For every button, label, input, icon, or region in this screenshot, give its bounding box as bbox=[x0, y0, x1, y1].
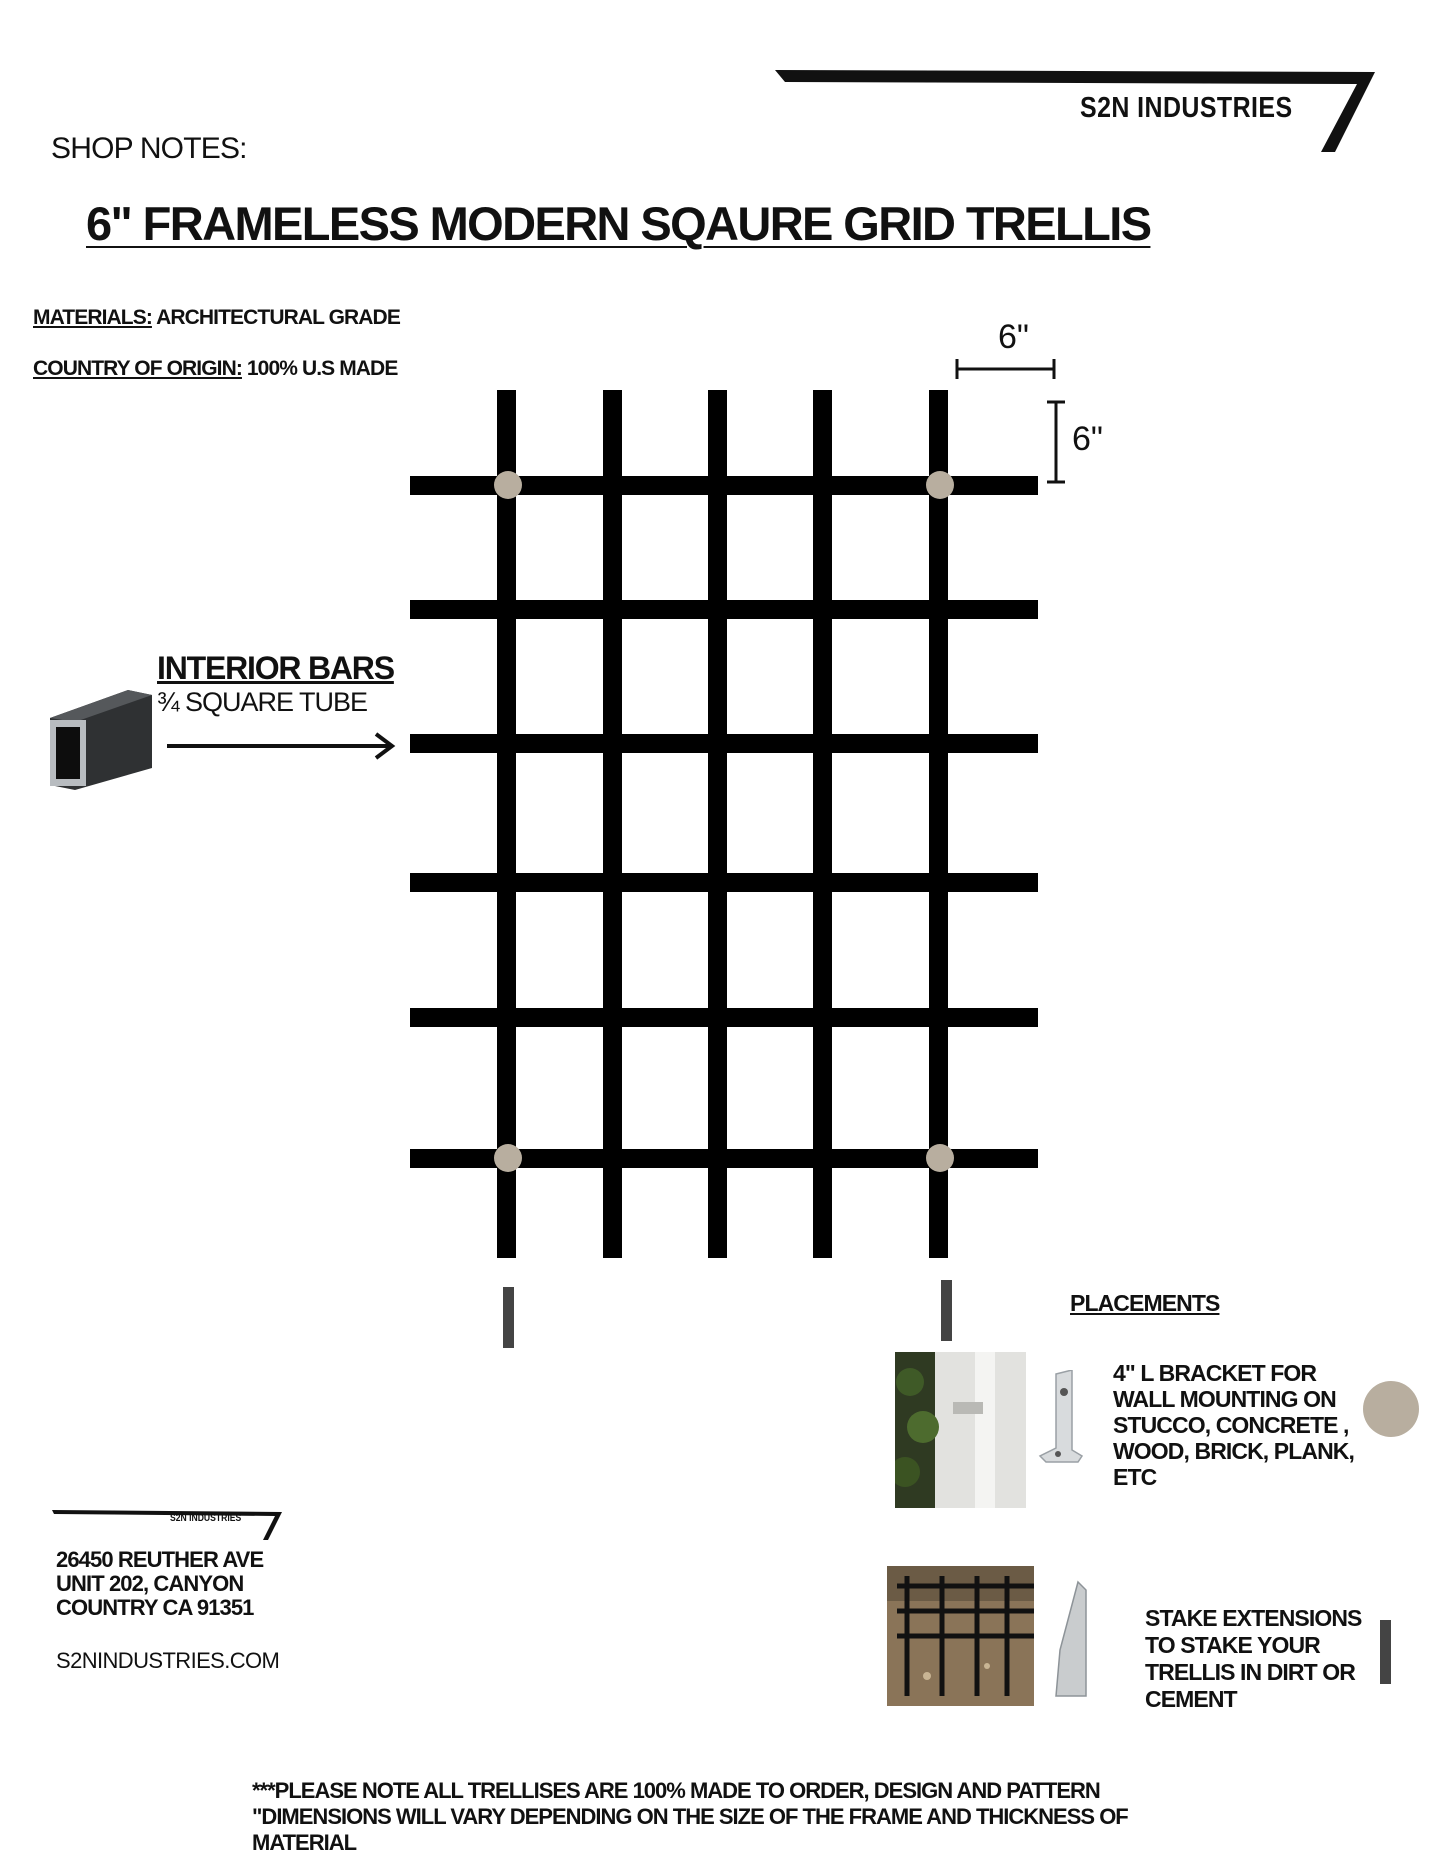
bracket-dot-legend bbox=[1363, 1381, 1419, 1437]
vertical-dimension-label: 6" bbox=[1072, 420, 1103, 458]
interior-bars-arrow bbox=[167, 734, 392, 758]
bracket-line: WALL MOUNTING ON bbox=[1113, 1386, 1336, 1412]
address-line: UNIT 202, CANYON bbox=[56, 1571, 244, 1596]
interior-bars-subtitle: ¾ SQUARE TUBE bbox=[157, 687, 368, 717]
vertical-bar bbox=[497, 390, 516, 1258]
stake-line: CEMENT bbox=[1145, 1686, 1237, 1712]
vertical-dimension-marker bbox=[1047, 402, 1065, 482]
stake-extension-icon bbox=[1052, 1580, 1092, 1700]
company-website: S2NINDUSTRIES.COM bbox=[56, 1648, 280, 1673]
horizontal-dimension-marker bbox=[957, 359, 1054, 379]
stake-mark bbox=[941, 1280, 952, 1341]
mount-dot bbox=[926, 471, 954, 499]
bracket-line: WOOD, BRICK, PLANK, bbox=[1113, 1438, 1354, 1464]
company-address bbox=[56, 1548, 263, 1620]
origin-value: 100% U.S MADE bbox=[241, 357, 398, 380]
vertical-bar bbox=[708, 390, 727, 1258]
stake-mark bbox=[503, 1287, 514, 1348]
horizontal-bar bbox=[410, 600, 1038, 619]
bracket-wall-photo bbox=[895, 1352, 1026, 1508]
mount-dot bbox=[494, 1144, 522, 1172]
origin-label: COUNTRY OF ORIGIN: bbox=[33, 357, 242, 380]
brand-name: S2N INDUSTRIES bbox=[1080, 92, 1293, 124]
page-title: 6" FRAMELESS MODERN SQAURE GRID TRELLIS bbox=[86, 197, 1151, 250]
placements-title: PLACEMENTS bbox=[1070, 1290, 1220, 1316]
made-to-order-note bbox=[252, 1778, 1128, 1856]
vertical-bar bbox=[813, 390, 832, 1258]
horizontal-dimension-label: 6" bbox=[998, 318, 1029, 356]
stake-line: STAKE EXTENSIONS bbox=[1145, 1605, 1362, 1631]
materials-label: MATERIALS: bbox=[33, 306, 152, 329]
bracket-line: 4" L BRACKET FOR bbox=[1113, 1360, 1317, 1386]
l-bracket-icon bbox=[1038, 1370, 1088, 1464]
mount-dot bbox=[494, 471, 522, 499]
shop-notes-label: SHOP NOTES: bbox=[51, 132, 247, 165]
interior-bars-title: INTERIOR BARS bbox=[157, 650, 394, 686]
stake-legend-mark bbox=[1380, 1620, 1391, 1684]
footer-brand-name: S2N INDUSTRIES bbox=[170, 1513, 242, 1524]
vertical-bars bbox=[497, 390, 948, 1258]
horizontal-bar bbox=[410, 1008, 1038, 1027]
stake-line: TRELLIS IN DIRT OR bbox=[1145, 1659, 1355, 1685]
note-line: MATERIAL bbox=[252, 1830, 357, 1855]
stake-description bbox=[1145, 1605, 1362, 1713]
horizontal-bar bbox=[410, 873, 1038, 892]
note-line: ***PLEASE NOTE ALL TRELLISES ARE 100% MADE TO ORDER, DESIGN AND PATTERN bbox=[252, 1778, 1100, 1803]
mount-dot bbox=[926, 1144, 954, 1172]
footer-logo bbox=[52, 1510, 282, 1540]
materials-value: ARCHITECTURAL GRADE bbox=[151, 306, 400, 329]
stake-line: TO STAKE YOUR bbox=[1145, 1632, 1320, 1658]
stake-trellis-photo bbox=[887, 1566, 1034, 1706]
horizontal-bar bbox=[410, 734, 1038, 753]
vertical-bar bbox=[929, 390, 948, 1258]
address-line: COUNTRY CA 91351 bbox=[56, 1595, 254, 1620]
bracket-description bbox=[1113, 1360, 1354, 1490]
note-line: "DIMENSIONS WILL VARY DEPENDING ON THE SIZE OF THE FRAME AND THICKNESS OF bbox=[252, 1804, 1128, 1829]
square-tube-image bbox=[50, 690, 152, 790]
address-line: 26450 REUTHER AVE bbox=[56, 1547, 264, 1572]
bracket-line: STUCCO, CONCRETE , bbox=[1113, 1412, 1349, 1438]
bracket-line: ETC bbox=[1113, 1464, 1157, 1490]
vertical-bar bbox=[603, 390, 622, 1258]
